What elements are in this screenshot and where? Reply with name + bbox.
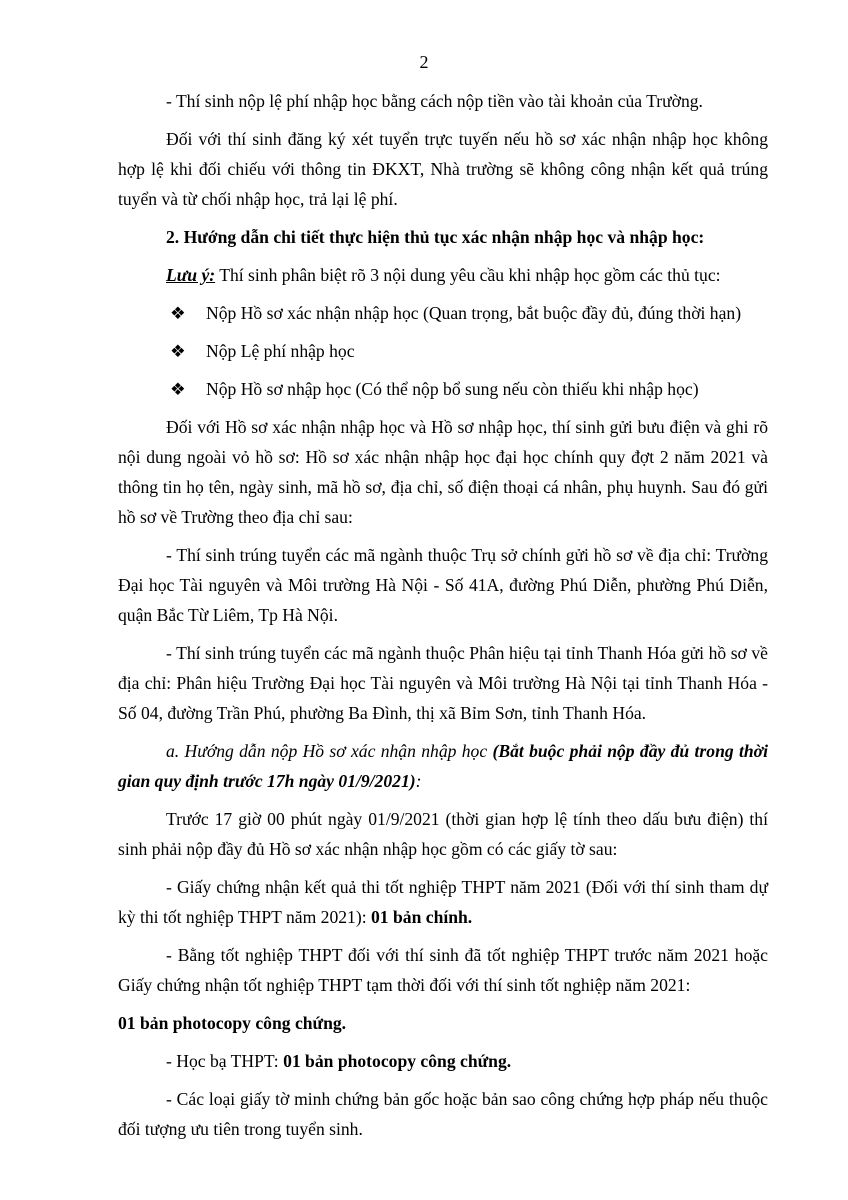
page-number: 2 — [419, 52, 429, 72]
requirement-priority-documents: - Các loại giấy tờ minh chứng bản gốc hoặc bản sao công chứng hợp pháp nếu thuộc đối tượng ưu tiên trong tuyển sinh. — [118, 1089, 768, 1139]
paragraph-online-registration: Đối với thí sinh đăng ký xét tuyển trực tuyến nếu hồ sơ xác nhận nhập học không hợp lệ khi đối chiếu với thông tin ĐKXT, Nhà trường sẽ không công nhận kết quả trúng tuyển và từ chối nhập học, trả lại lệ phí. — [118, 129, 768, 209]
bullet-item — [118, 336, 768, 366]
diamond-bullet-icon: ❖ — [170, 303, 186, 323]
diamond-bullet-icon: ❖ — [170, 379, 186, 399]
bullet-item — [118, 374, 768, 404]
bullet-item — [118, 298, 768, 328]
requirement-diploma-copies: 01 bản photocopy công chứng. — [118, 1013, 347, 1033]
requirement-diploma: - Bằng tốt nghiệp THPT đối với thí sinh đã tốt nghiệp THPT trước năm 2021 hoặc Giấy chứng nhận tốt nghiệp THPT tạm thời đối với thí sinh tốt nghiệp năm 2021: — [118, 945, 768, 995]
paragraph-mailing-instructions: Đối với Hồ sơ xác nhận nhập học và Hồ sơ nhập học, thí sinh gửi bưu điện và ghi rõ nội dung ngoài vỏ hồ sơ: Hồ sơ xác nhận nhập học đại học chính quy đợt 2 năm 2021 và thông tin họ tên, ngày sinh, mã hồ sơ, địa chỉ, số điện thoại cá nhân, phụ huynh. Sau đó gửi hồ sơ về Trường theo địa chỉ sau: — [118, 417, 768, 527]
bullet-text: Nộp Hồ sơ xác nhận nhập học (Quan trọng, bắt buộc đầy đủ, đúng thời hạn) — [206, 303, 742, 323]
subsection-a-deadline: (Bắt buộc phải nộp đầy đủ trong thời gian quy định trước 17h ngày 01/9/2021) — [118, 741, 768, 791]
paragraph-deadline: Trước 17 giờ 00 phút ngày 01/9/2021 (thời gian hợp lệ tính theo dấu bưu điện) thí sinh phải nộp đầy đủ Hồ sơ xác nhận nhập học gồm có các giấy tờ sau: — [118, 809, 768, 859]
subsection-a-title: a. Hướng dẫn nộp Hồ sơ xác nhận nhập học — [166, 741, 493, 761]
section-heading-2: 2. Hướng dẫn chi tiết thực hiện thủ tục xác nhận nhập học và nhập học: — [166, 227, 705, 247]
bullet-text: Nộp Lệ phí nhập học — [206, 341, 355, 361]
note-text: Thí sinh phân biệt rõ 3 nội dung yêu cầu khi nhập học gồm các thủ tục: — [215, 265, 721, 285]
note-paragraph — [118, 260, 768, 290]
subsection-a-heading: a. Hướng dẫn nộp Hồ sơ xác nhận nhập học (Bắt buộc phải nộp đầy đủ trong thời gian quy định trước 17h ngày 01/9/2021): — [118, 741, 768, 791]
paragraph-thanhhoa-address: - Thí sinh trúng tuyển các mã ngành thuộc Phân hiệu tại tỉnh Thanh Hóa gửi hồ sơ về địa chỉ: Phân hiệu Trường Đại học Tài nguyên và Môi trường Hà Nội tại tỉnh Thanh Hóa - Số 04, đường Trần Phú, phường Ba Đình, thị xã Bỉm Sơn, tỉnh Thanh Hóa. — [118, 643, 768, 723]
paragraph-fee-payment: - Thí sinh nộp lệ phí nhập học bằng cách nộp tiền vào tài khoản của Trường. — [166, 91, 703, 111]
requirement-certificate: - Giấy chứng nhận kết quả thi tốt nghiệp THPT năm 2021 (Đối với thí sinh tham dự kỳ thi tốt nghiệp THPT năm 2021): 01 bản chính. — [118, 877, 768, 927]
bullet-text: Nộp Hồ sơ nhập học (Có thể nộp bổ sung nếu còn thiếu khi nhập học) — [206, 379, 699, 399]
paragraph-hanoi-address: - Thí sinh trúng tuyển các mã ngành thuộc Trụ sở chính gửi hồ sơ về địa chỉ: Trường Đại học Tài nguyên và Môi trường Hà Nội - Số 41A, đường Phú Diễn, phường Phú Diễn, quận Bắc Từ Liêm, Tp Hà Nội. — [118, 545, 768, 625]
document-body — [118, 86, 768, 1152]
requirement-transcript: - Học bạ THPT: 01 bản photocopy công chứng. — [166, 1051, 512, 1071]
note-label: Lưu ý: — [166, 265, 216, 285]
diamond-bullet-icon: ❖ — [170, 341, 186, 361]
